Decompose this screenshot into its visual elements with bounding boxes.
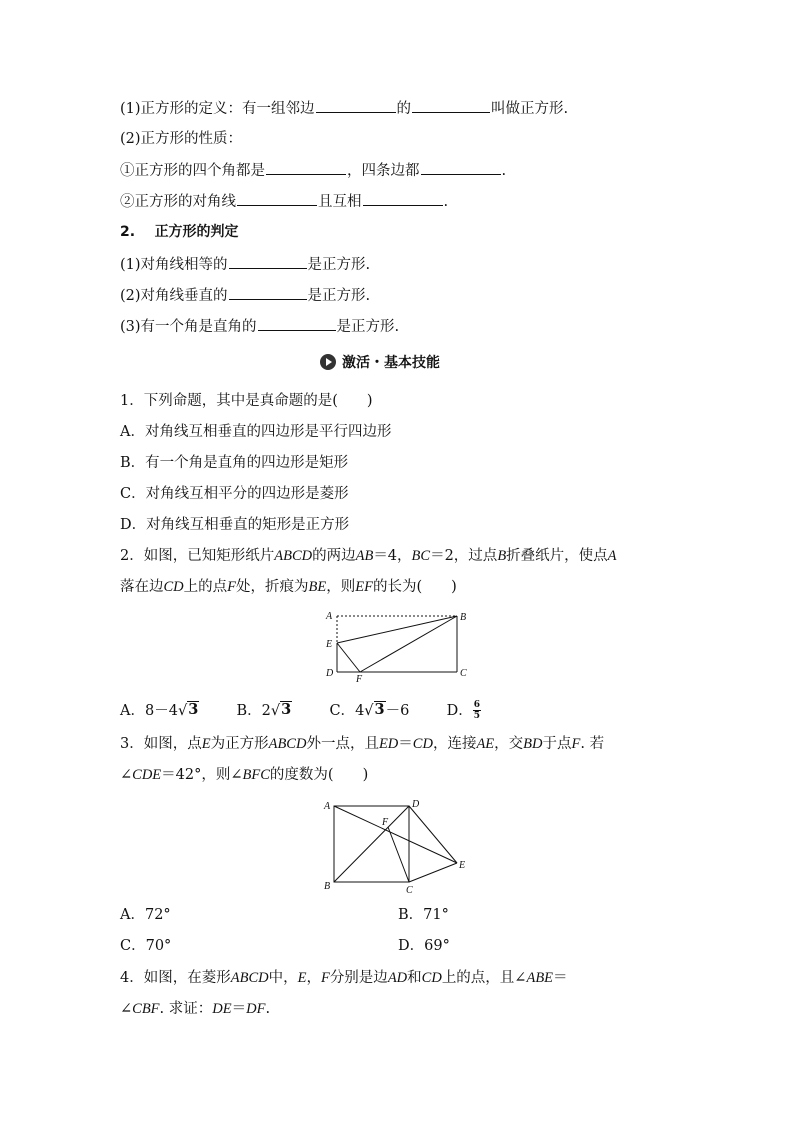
q4-text: .	[265, 1001, 271, 1017]
q2-figure	[320, 606, 480, 682]
answer-blank[interactable]	[229, 254, 307, 269]
q4-text: 分别是边	[329, 970, 388, 986]
judge-line-3	[120, 316, 399, 337]
q3-option-c[interactable]: C．70°	[120, 938, 172, 954]
q2-var: CD	[163, 579, 184, 595]
point-label-f: F	[356, 674, 363, 682]
point-label-b: B	[324, 881, 331, 892]
q4-var: CD	[421, 970, 442, 986]
q2-option-d[interactable]	[446, 700, 481, 721]
q2-var: BE	[308, 579, 327, 595]
q4-text: 4．如图，在菱形	[120, 970, 231, 986]
segment-ae	[334, 806, 457, 863]
answer-blank[interactable]	[229, 285, 307, 300]
q2-text: ＝2，过点	[430, 548, 498, 564]
q3-var: AE	[476, 736, 495, 752]
q3-text: . 若	[580, 736, 605, 752]
q2-text: 上的点	[183, 579, 228, 595]
option-value: 4	[355, 702, 365, 719]
option-value: －6	[385, 702, 410, 719]
crease-be	[337, 616, 457, 643]
judge-text: 是正方形.	[336, 319, 400, 335]
q2-option-b[interactable]	[236, 700, 293, 719]
q2-text: ，则	[326, 579, 356, 595]
q2-var: ABCD	[274, 548, 313, 564]
q3-stem-line-1	[120, 734, 604, 754]
sqrt-sign: √ 3	[177, 700, 199, 719]
play-circle-icon	[320, 354, 336, 370]
q3-text: 于点	[542, 736, 572, 752]
q4-var: E	[297, 970, 307, 986]
numerator: 6	[473, 700, 480, 710]
q2-text: 处，折痕为	[236, 579, 309, 595]
segment-de	[409, 806, 457, 863]
q1-option-b[interactable]: B．有一个角是直角的四边形是矩形	[120, 455, 349, 471]
answer-blank[interactable]	[316, 98, 396, 113]
option-letter: B．	[236, 702, 262, 719]
q2-option-c[interactable]	[329, 700, 410, 719]
q3-var: E	[201, 736, 211, 752]
property-text: ，四条边都	[347, 163, 420, 179]
q1-stem: 1．下列命题，其中是真命题的是( )	[120, 393, 373, 409]
q3-text: ∠	[120, 767, 133, 783]
q2-var: BC	[411, 548, 431, 564]
q3-var: CD	[412, 736, 433, 752]
segment-ce	[409, 863, 457, 882]
q2-text: 的两边	[312, 548, 356, 564]
segment-bf	[360, 616, 457, 672]
q4-text: 上的点，且∠	[441, 970, 527, 986]
answer-blank[interactable]	[421, 160, 501, 175]
answer-blank[interactable]	[258, 316, 336, 331]
denominator: 5	[473, 711, 480, 721]
q3-var: BFC	[242, 767, 270, 783]
q3-option-d[interactable]: D．69°	[398, 938, 450, 954]
q4-stem-line-2	[120, 999, 270, 1019]
q4-var: CBF	[132, 1001, 160, 1017]
q3-text: 3．如图，点	[120, 736, 202, 752]
q4-text: ＝	[231, 1001, 247, 1017]
q4-text: . 求证：	[159, 1001, 213, 1017]
sqrt-sign: √ 3	[364, 700, 385, 719]
option-letter: D．	[446, 702, 473, 719]
q3-text: ，连接	[432, 736, 477, 752]
q4-text: ，	[306, 970, 321, 986]
judge-text: (3)有一个角是直角的	[120, 319, 257, 335]
q3-var: ABCD	[268, 736, 307, 752]
judge-text: 是正方形.	[307, 288, 371, 304]
q4-text: ∠	[120, 1001, 133, 1017]
q1-option-a[interactable]: A．对角线互相垂直的四边形是平行四边形	[120, 424, 392, 440]
q4-text: 和	[407, 970, 422, 986]
judge-number: 2.	[120, 224, 136, 240]
option-value: 8－4	[144, 702, 178, 719]
q1-option-c[interactable]: C．对角线互相平分的四边形是菱形	[120, 486, 349, 502]
q2-var: B	[497, 548, 507, 564]
judge-title: 正方形的判定	[154, 224, 239, 240]
q2-var: F	[227, 579, 237, 595]
q4-var: AD	[387, 970, 408, 986]
property-text: .	[443, 194, 449, 210]
q3-text: ＝42°，则∠	[161, 767, 243, 783]
property-line-1	[120, 160, 506, 181]
point-label-a: A	[326, 611, 333, 622]
q3-stem-line-2	[120, 765, 368, 785]
q2-var: AB	[355, 548, 374, 564]
judge-heading	[120, 222, 239, 242]
q2-stem-line-1	[120, 546, 617, 566]
q2-var: A	[607, 548, 617, 564]
definition-text: (1)正方形的定义：有一组邻边	[120, 101, 315, 117]
q4-var: ABCD	[230, 970, 269, 986]
q2-text: 落在边	[120, 579, 164, 595]
judge-line-1	[120, 254, 370, 275]
option-letter: C．	[329, 702, 356, 719]
diagonal-bd	[334, 806, 409, 882]
q2-text: 的长为( )	[372, 579, 457, 595]
q3-var: BD	[523, 736, 543, 752]
point-label-c: C	[460, 668, 467, 679]
answer-blank[interactable]	[266, 160, 346, 175]
q2-text: 2．如图，已知矩形纸片	[120, 548, 275, 564]
q4-var: ABE	[526, 970, 554, 986]
section-title: 激活・基本技能	[342, 355, 440, 371]
q2-option-a[interactable]	[120, 700, 199, 719]
property-text: ①正方形的四个角都是	[120, 163, 265, 179]
segment-ef	[337, 643, 360, 672]
sqrt-sign: √ 3	[270, 700, 292, 719]
q3-text: ，交	[494, 736, 524, 752]
q2-var: EF	[355, 579, 373, 595]
q2-stem-line-2	[120, 577, 457, 597]
segment-fc	[388, 827, 409, 882]
q4-stem-line-1	[120, 968, 568, 988]
definition-line	[120, 98, 568, 119]
section-heading	[320, 352, 440, 372]
judge-text: (2)对角线垂直的	[120, 288, 228, 304]
q3-option-a[interactable]: A．72°	[120, 907, 171, 923]
q1-option-d[interactable]: D．对角线互相垂直的矩形是正方形	[120, 517, 350, 533]
point-label-e: E	[326, 639, 333, 650]
answer-blank[interactable]	[237, 191, 317, 206]
q2-text: 折叠纸片，使点	[506, 548, 608, 564]
radicand: 3	[281, 700, 292, 718]
point-label-a: A	[324, 801, 331, 812]
point-label-b: B	[460, 612, 467, 623]
definition-text: 的	[396, 101, 412, 117]
property-title: (2)正方形的性质：	[120, 131, 243, 147]
q3-var: CDE	[132, 767, 162, 783]
answer-blank[interactable]	[412, 98, 490, 113]
option-letter: A．	[120, 702, 145, 719]
q4-var: DE	[212, 1001, 232, 1017]
option-value: 2	[261, 702, 271, 719]
q4-text: 中，	[268, 970, 298, 986]
q3-var: F	[571, 736, 581, 752]
q4-var: DF	[246, 1001, 266, 1017]
answer-blank[interactable]	[363, 191, 443, 206]
point-label-d: D	[326, 668, 334, 679]
q2-text: ＝4，	[373, 548, 412, 564]
point-label-c: C	[406, 885, 413, 896]
q3-var: ED	[378, 736, 399, 752]
q2-options	[120, 700, 481, 721]
point-label-e: E	[459, 860, 466, 871]
point-label-d: D	[412, 799, 420, 810]
fraction	[473, 700, 481, 721]
q3-option-b[interactable]: B．71°	[398, 907, 449, 923]
radicand: 3	[188, 700, 199, 718]
property-text: 且互相	[318, 194, 362, 210]
q3-text: 的度数为( )	[269, 767, 369, 783]
judge-text: 是正方形.	[307, 257, 371, 273]
q3-text: 外一点，且	[306, 736, 379, 752]
judge-text: (1)对角线相等的	[120, 257, 228, 273]
q4-text: ＝	[553, 970, 568, 986]
q3-text: 为正方形	[210, 736, 269, 752]
judge-line-2	[120, 285, 370, 306]
property-text: .	[501, 163, 507, 179]
q3-figure	[320, 795, 480, 897]
q4-var: F	[320, 970, 330, 986]
definition-text: 叫做正方形.	[491, 101, 569, 117]
property-text: ②正方形的对角线	[120, 194, 236, 210]
q3-text: ＝	[398, 736, 413, 752]
property-line-2	[120, 191, 448, 212]
point-label-f: F	[382, 817, 389, 828]
radicand: 3	[374, 700, 385, 718]
